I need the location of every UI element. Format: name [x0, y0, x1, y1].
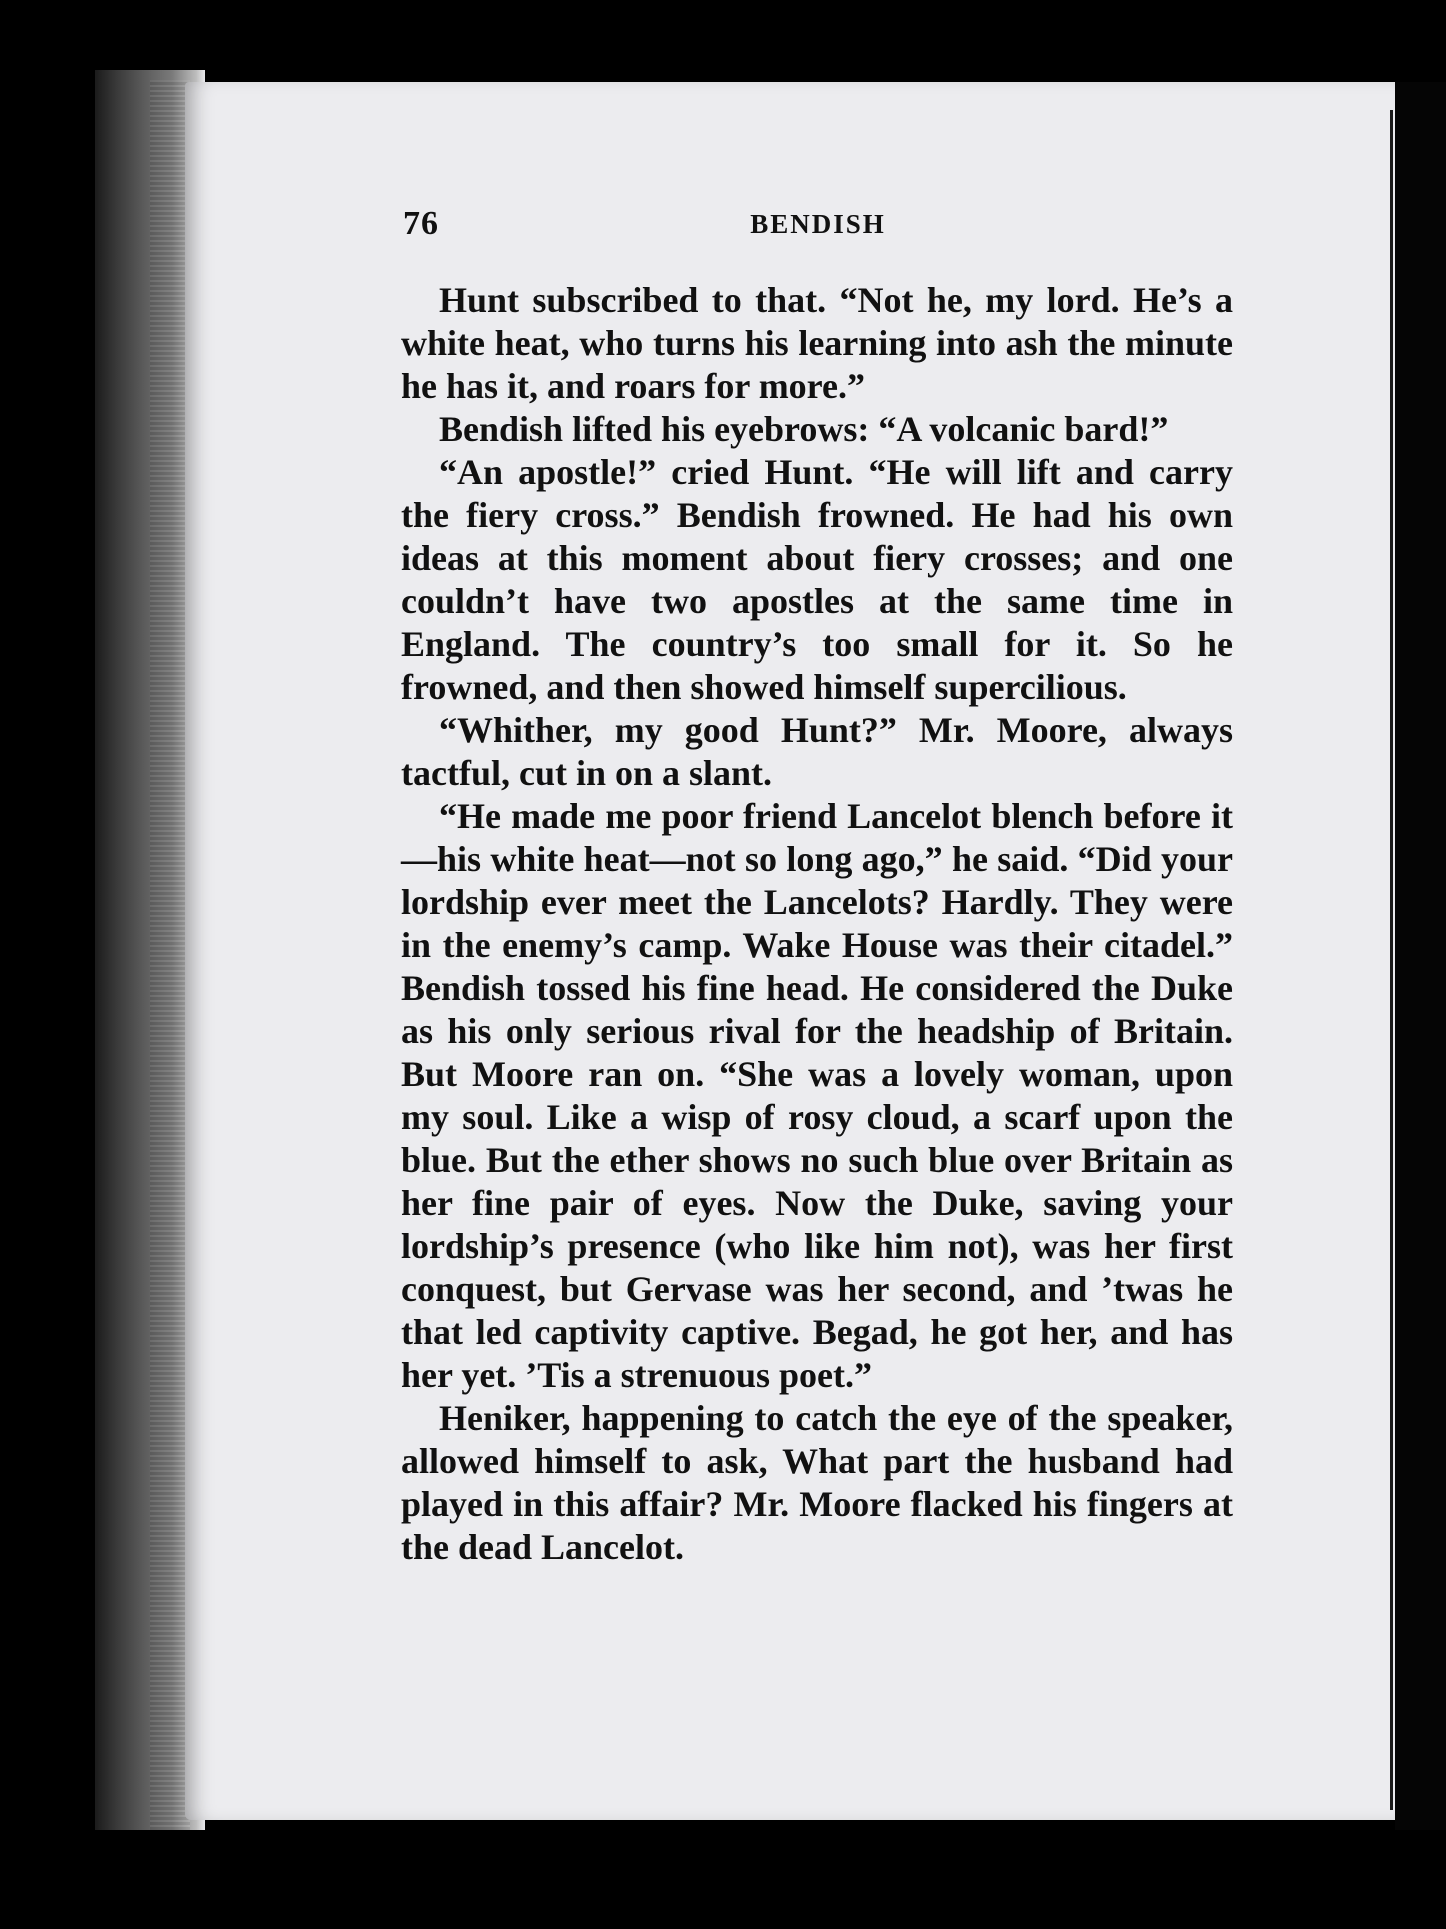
page-number: 76 [403, 205, 439, 242]
paragraph: Bendish lifted his eyebrows: “A volcanic bard!” [439, 409, 1169, 449]
page-header [403, 205, 1233, 255]
running-head: BENDISH [750, 209, 886, 239]
paragraph: “He made me poor friend Lancelot blench before it—his white heat—not so long ago,” he said. “Did your lordship ever meet the Lancelots? Hardly. They were in the enemy’s camp. Wake House was their citadel.” Bendish tossed his fine head. He considered the Duke as his only serious rival for the headship of Britain. But Moore ran on. “She was a lovely woman, upon my soul. Like a wisp of rosy cloud, a scarf upon the blue. But the ether shows no such blue over Britain as her fine pair of eyes. Now the Duke, saving your lordship’s presence (who like him not), was her first conquest, but Gervase was her second, and ’twas he that led captivity captive. Begad, he got her, and has her yet. ’Tis a strenuous poet.” [401, 796, 1233, 1395]
paragraph: Heniker, happening to catch the eye of the speaker, allowed himself to ask, What part the husband had played in this affair? Mr. Moore flacked his fingers at the dead Lancelot. [401, 1398, 1233, 1567]
facing-page-edge [1390, 110, 1393, 1810]
paragraph: “Whither, my good Hunt?” Mr. Moore, always tactful, cut in on a slant. [401, 710, 1233, 793]
body-text [401, 279, 1233, 1569]
background-bottom [95, 1830, 1446, 1929]
background-right [1395, 82, 1446, 1862]
paragraph: “An apostle!” cried Hunt. “He will lift and carry the fiery cross.” Bendish frowned. He had his own ideas at this moment about fiery crosses; and one couldn’t have two apostles at the same time in England. The country’s too small for it. So he frowned, and then showed himself supercilious. [401, 452, 1233, 707]
page-edges [150, 80, 190, 1830]
paragraph: Hunt subscribed to that. “Not he, my lord. He’s a white heat, who turns his learning into ash the minute he has it, and roars for more.” [401, 280, 1233, 406]
